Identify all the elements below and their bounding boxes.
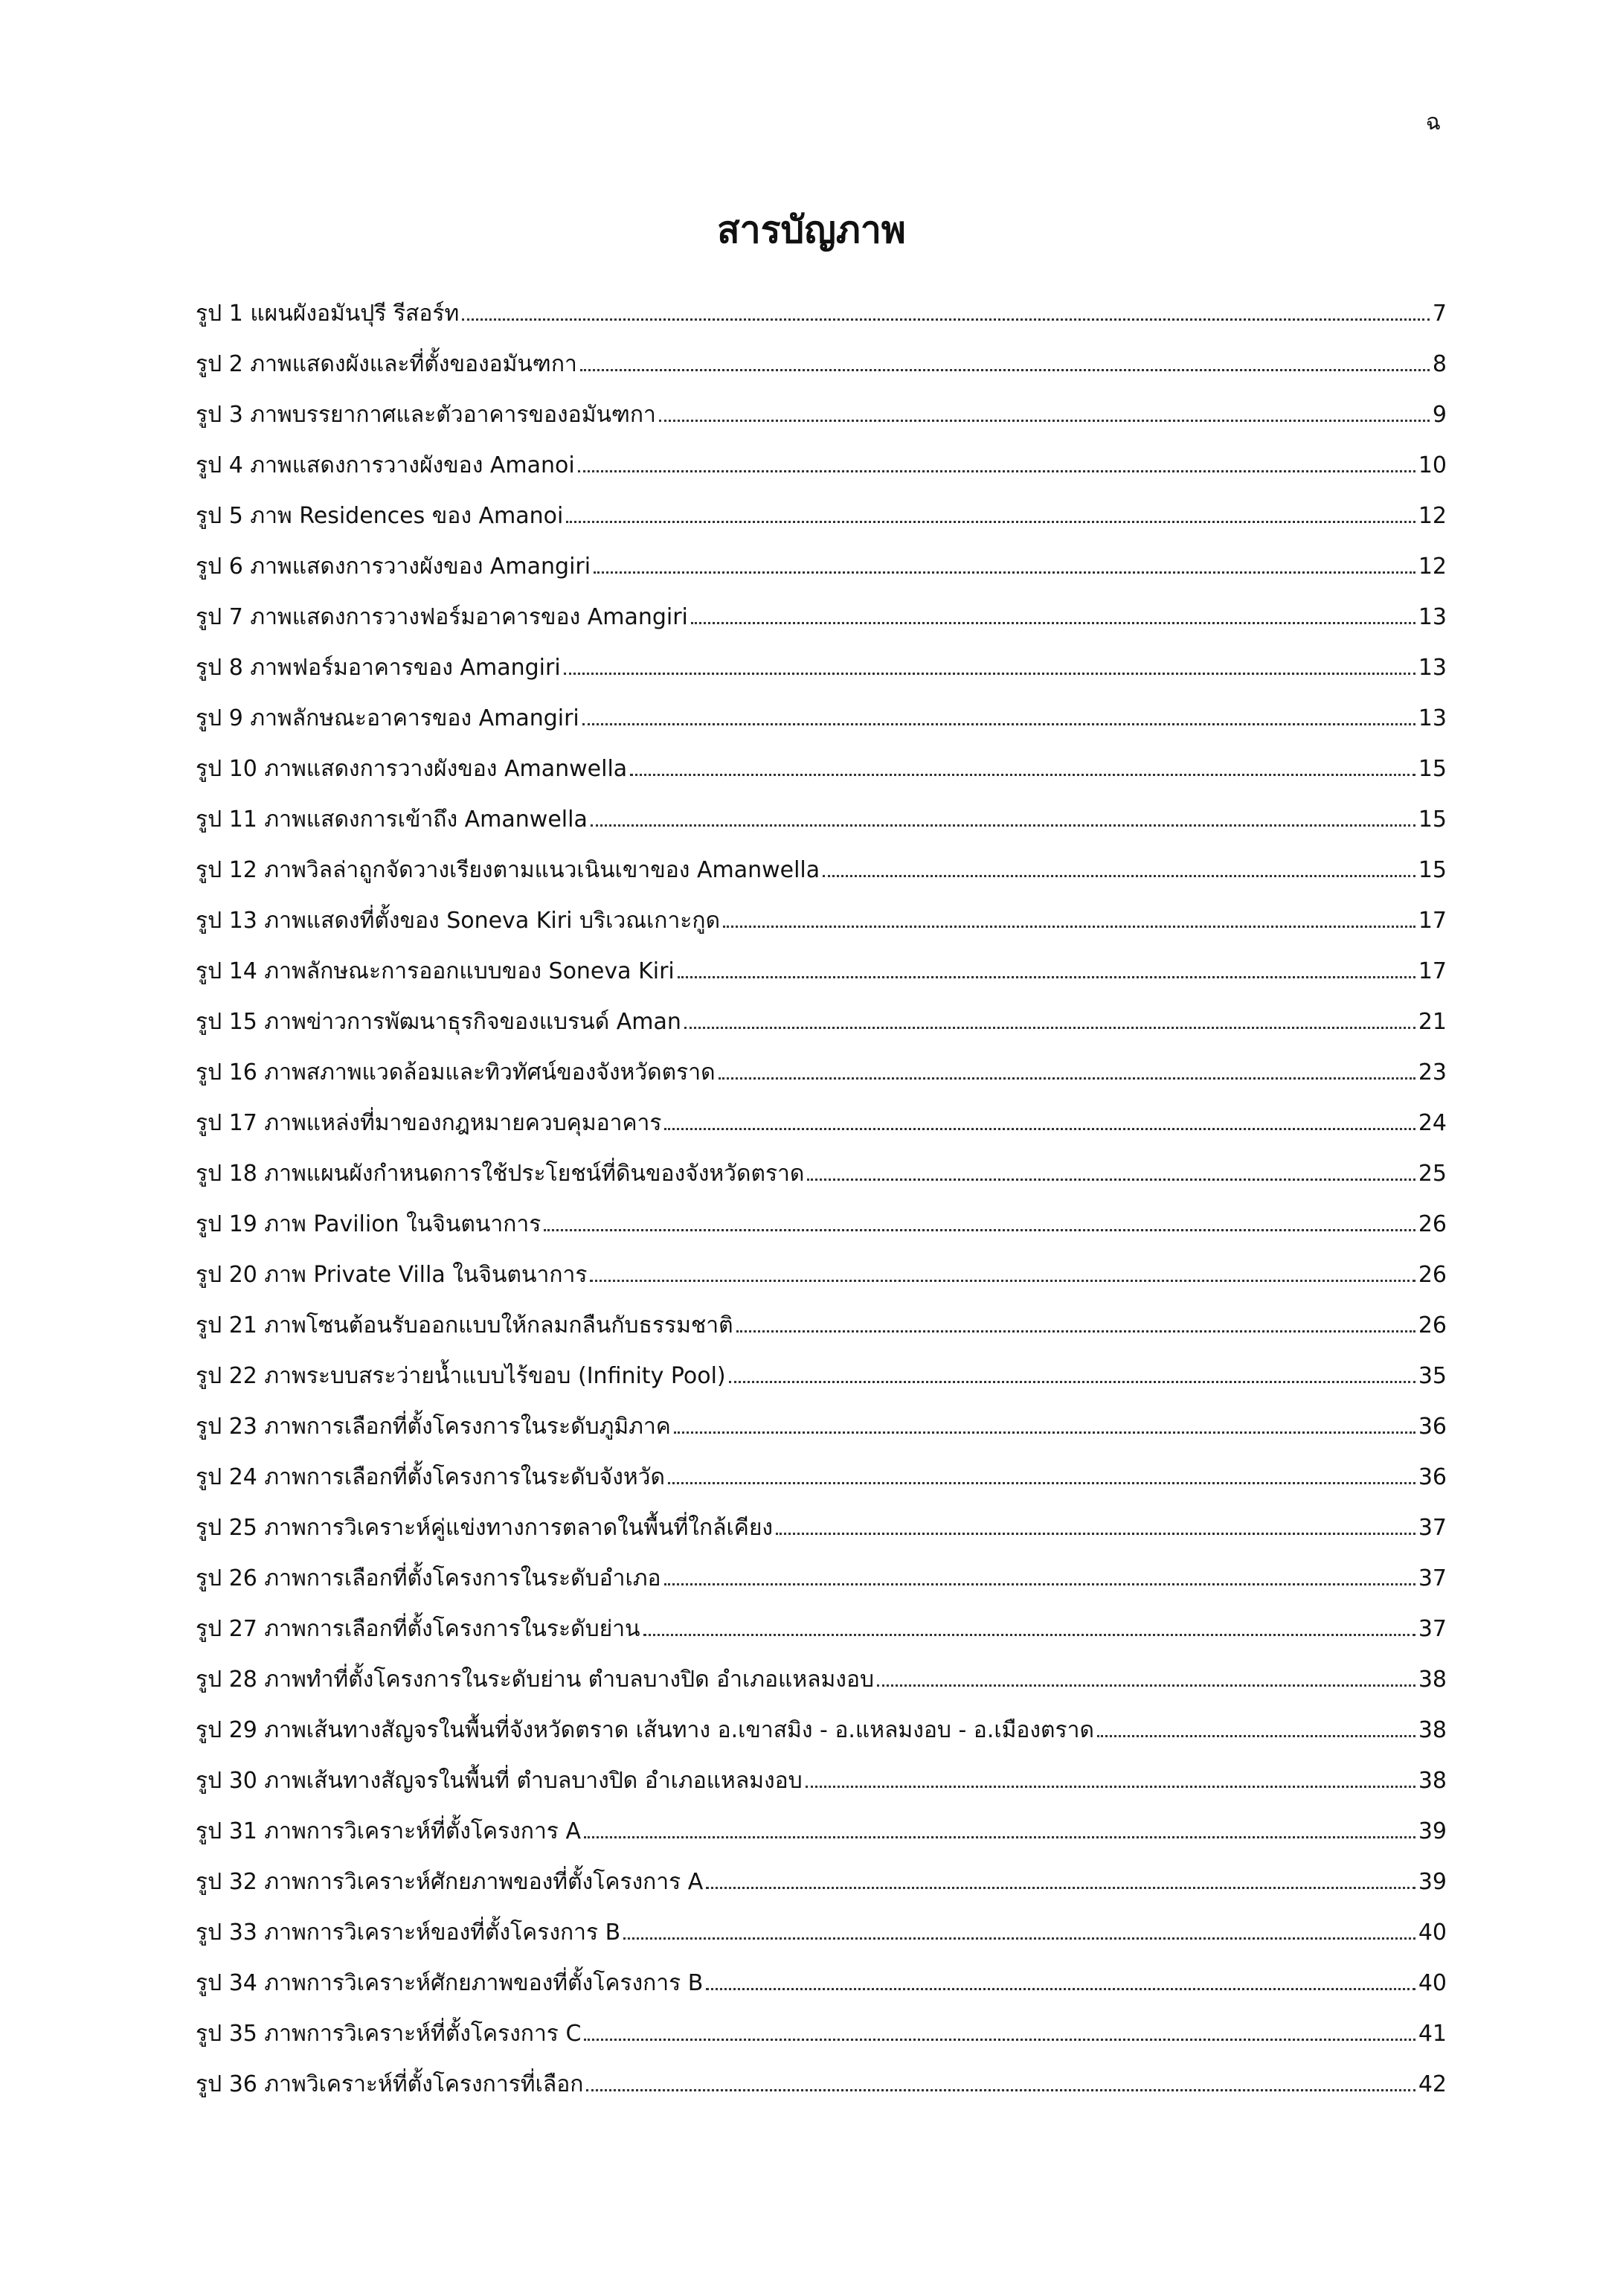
dot-leader: [729, 1381, 1415, 1383]
dot-leader: [823, 875, 1415, 877]
figure-entry-page-number: 17: [1418, 958, 1447, 984]
figure-list-item[interactable]: [196, 1289, 1447, 1339]
figure-entry-page-number: 23: [1418, 1059, 1447, 1086]
figure-entry-label: รูป 34 ภาพการวิเคราะห์ศักยภาพของที่ตั้งโครงการ B: [196, 1970, 704, 1996]
figure-entry-label: รูป 6 ภาพแสดงการวางผังของ Amangiri: [196, 554, 591, 580]
dot-leader: [566, 521, 1415, 523]
figure-entry-label: รูป 7 ภาพแสดงการวางฟอร์มอาคารของ Amangiri: [196, 604, 688, 630]
figure-list-item[interactable]: [196, 1643, 1447, 1693]
figure-entry-page-number: 21: [1418, 1009, 1447, 1035]
dot-leader: [584, 1836, 1415, 1838]
figure-entry-page-number: 24: [1418, 1110, 1447, 1136]
figure-entry-label: รูป 17 ภาพแหล่งที่มาของกฎหมายควบคุมอาคาร: [196, 1110, 662, 1136]
figure-entry-label: รูป 36 ภาพวิเคราะห์ที่ตั้งโครงการที่เลือก: [196, 2071, 584, 2097]
dot-leader: [719, 1077, 1415, 1080]
figure-list-item[interactable]: [196, 1795, 1447, 1845]
figure-entry-page-number: 36: [1418, 1414, 1447, 1440]
dot-leader: [691, 622, 1415, 624]
dot-leader: [659, 420, 1430, 422]
figure-entry-page-number: 13: [1418, 604, 1447, 630]
dot-leader: [582, 723, 1415, 725]
dot-leader: [684, 1027, 1415, 1029]
figure-list-item[interactable]: [196, 580, 1447, 631]
dot-leader: [594, 571, 1415, 574]
dot-leader: [723, 926, 1415, 928]
figure-entry-page-number: 25: [1418, 1161, 1447, 1187]
figure-list-item[interactable]: [196, 1036, 1447, 1086]
figure-entry-label: รูป 27 ภาพการเลือกที่ตั้งโครงการในระดับย่าน: [196, 1616, 640, 1642]
dot-leader: [706, 1988, 1415, 1990]
dot-leader: [643, 1634, 1415, 1636]
figure-entry-label: รูป 29 ภาพเส้นทางสัญจรในพื้นที่จังหวัดตราด เส้นทาง อ.เขาสมิง - อ.แหลมงอบ - อ.เมืองตราด: [196, 1717, 1094, 1743]
figure-entry-page-number: 41: [1418, 2021, 1447, 2047]
figure-list-item[interactable]: [196, 1187, 1447, 1238]
figure-list-item[interactable]: [196, 1390, 1447, 1440]
figure-entry-label: รูป 18 ภาพแผนผังกำหนดการใช้ประโยชน์ที่ดินของจังหวัดตราด: [196, 1161, 805, 1187]
figure-entry-label: รูป 19 ภาพ Pavilion ในจินตนาการ: [196, 1211, 541, 1237]
figure-list-item[interactable]: [196, 682, 1447, 732]
dot-leader: [590, 1280, 1415, 1282]
figure-list-item[interactable]: [196, 429, 1447, 479]
figure-list-item[interactable]: [196, 1693, 1447, 1744]
page-number: ฉ: [1425, 109, 1441, 135]
dot-leader: [806, 1786, 1415, 1788]
figure-entry-page-number: 38: [1418, 1667, 1447, 1693]
figure-list-item[interactable]: [196, 378, 1447, 429]
figure-entry-label: รูป 24 ภาพการเลือกที่ตั้งโครงการในระดับจังหวัด: [196, 1464, 665, 1490]
figure-entry-page-number: 8: [1432, 351, 1447, 377]
figure-list-item[interactable]: [196, 479, 1447, 530]
figure-list-item[interactable]: [196, 1542, 1447, 1592]
dot-leader: [877, 1684, 1415, 1687]
figure-entry-page-number: 15: [1418, 857, 1447, 883]
figure-entry-label: รูป 30 ภาพเส้นทางสัญจรในพื้นที่ ตำบลบางปิด อำเภอแหลมงอบ: [196, 1768, 803, 1794]
figure-entry-label: รูป 9 ภาพลักษณะอาคารของ Amangiri: [196, 705, 579, 731]
figure-entry-label: รูป 2 ภาพแสดงผังและที่ตั้งของอมันฑกา: [196, 351, 577, 377]
figure-list: [196, 277, 1447, 2098]
figure-list-item[interactable]: [196, 1086, 1447, 1137]
figure-entry-page-number: 15: [1418, 807, 1447, 833]
figure-entry-page-number: 7: [1432, 301, 1447, 327]
figure-entry-page-number: 39: [1418, 1818, 1447, 1844]
figure-entry-page-number: 38: [1418, 1768, 1447, 1794]
figure-entry-label: รูป 10 ภาพแสดงการวางผังของ Amanwella: [196, 756, 628, 782]
dot-leader: [578, 470, 1415, 472]
figure-list-item[interactable]: [196, 2048, 1447, 2098]
figure-entry-page-number: 38: [1418, 1717, 1447, 1743]
figure-entry-page-number: 39: [1418, 1869, 1447, 1895]
figure-entry-page-number: 26: [1418, 1262, 1447, 1288]
dot-leader: [630, 774, 1415, 776]
figure-list-item[interactable]: [196, 1440, 1447, 1491]
figure-entry-label: รูป 11 ภาพแสดงการเข้าถึง Amanwella: [196, 807, 588, 833]
page-title: สารบัญภาพ: [717, 208, 906, 251]
figure-entry-page-number: 37: [1418, 1616, 1447, 1642]
figure-list-item[interactable]: [196, 833, 1447, 884]
figure-list-item[interactable]: [196, 884, 1447, 934]
dot-leader: [664, 1128, 1415, 1130]
figure-entry-label: รูป 21 ภาพโซนต้อนรับออกแบบให้กลมกลืนกับธรรมชาติ: [196, 1312, 733, 1338]
figure-list-item[interactable]: [196, 1238, 1447, 1289]
figure-entry-label: รูป 28 ภาพทำที่ตั้งโครงการในระดับย่าน ตำบลบางปิด อำเภอแหลมงอบ: [196, 1667, 875, 1693]
dot-leader: [591, 824, 1415, 827]
dot-leader: [668, 1482, 1415, 1484]
dot-leader: [664, 1583, 1415, 1585]
figure-entry-page-number: 26: [1418, 1312, 1447, 1338]
figure-entry-label: รูป 12 ภาพวิลล่าถูกจัดวางเรียงตามแนวเนินเขาของ Amanwella: [196, 857, 820, 883]
figure-list-item[interactable]: [196, 1845, 1447, 1896]
figure-entry-label: รูป 23 ภาพการเลือกที่ตั้งโครงการในระดับภูมิภาค: [196, 1414, 671, 1440]
figure-entry-label: รูป 32 ภาพการวิเคราะห์ศักยภาพของที่ตั้งโครงการ A: [196, 1869, 704, 1895]
figure-list-item[interactable]: [196, 277, 1447, 327]
figure-entry-label: รูป 4 ภาพแสดงการวางผังของ Amanoi: [196, 452, 575, 478]
figure-entry-page-number: 17: [1418, 908, 1447, 934]
figure-list-item[interactable]: [196, 1339, 1447, 1390]
figure-list-item[interactable]: [196, 732, 1447, 783]
figure-entry-page-number: 37: [1418, 1565, 1447, 1591]
figure-entry-label: รูป 5 ภาพ Residences ของ Amanoi: [196, 503, 564, 529]
figure-entry-page-number: 13: [1418, 705, 1447, 731]
figure-entry-label: รูป 14 ภาพลักษณะการออกแบบของ Soneva Kiri: [196, 958, 675, 984]
figure-entry-page-number: 35: [1418, 1363, 1447, 1389]
dot-leader: [462, 318, 1430, 321]
figure-list-item[interactable]: [196, 327, 1447, 378]
figure-entry-page-number: 12: [1418, 554, 1447, 580]
figure-entry-page-number: 40: [1418, 1970, 1447, 1996]
figure-entry-label: รูป 15 ภาพข่าวการพัฒนาธุรกิจของแบรนด์ Aman: [196, 1009, 681, 1035]
dot-leader: [584, 2039, 1415, 2041]
figure-list-item[interactable]: [196, 1896, 1447, 1946]
figure-entry-page-number: 9: [1432, 402, 1447, 428]
figure-entry-page-number: 42: [1418, 2071, 1447, 2097]
figure-entry-label: รูป 20 ภาพ Private Villa ในจินตนาการ: [196, 1262, 588, 1288]
figure-entry-label: รูป 13 ภาพแสดงที่ตั้งของ Soneva Kiri บริเวณเกาะกูด: [196, 908, 721, 934]
figure-list-item[interactable]: [196, 985, 1447, 1036]
figure-list-item[interactable]: [196, 1946, 1447, 1997]
dot-leader: [564, 673, 1415, 675]
figure-entry-label: รูป 35 ภาพการวิเคราะห์ที่ตั้งโครงการ C: [196, 2021, 582, 2047]
figure-list-item[interactable]: [196, 934, 1447, 985]
dot-leader: [544, 1229, 1415, 1231]
figure-entry-page-number: 37: [1418, 1515, 1447, 1541]
figure-entry-label: รูป 16 ภาพสภาพแวดล้อมและทิวทัศน์ของจังหวัดตราด: [196, 1059, 716, 1086]
figure-entry-page-number: 15: [1418, 756, 1447, 782]
figure-list-item[interactable]: [196, 1592, 1447, 1643]
figure-entry-page-number: 12: [1418, 503, 1447, 529]
figure-entry-label: รูป 8 ภาพฟอร์มอาคารของ Amangiri: [196, 655, 561, 681]
figure-list-item[interactable]: [196, 1137, 1447, 1187]
figure-list-item[interactable]: [196, 1744, 1447, 1795]
figure-entry-label: รูป 1 แผนผังอมันปุรี รีสอร์ท: [196, 301, 460, 327]
figure-entry-label: รูป 22 ภาพระบบสระว่ายน้ำแบบไร้ขอบ (Infinity Pool): [196, 1363, 726, 1389]
figure-entry-page-number: 13: [1418, 655, 1447, 681]
figure-entry-label: รูป 3 ภาพบรรยากาศและตัวอาคารของอมันฑกา: [196, 402, 656, 428]
figure-entry-label: รูป 31 ภาพการวิเคราะห์ที่ตั้งโครงการ A: [196, 1818, 581, 1844]
dot-leader: [776, 1533, 1415, 1535]
figure-entry-page-number: 36: [1418, 1464, 1447, 1490]
dot-leader: [1097, 1735, 1415, 1737]
figure-entry-page-number: 10: [1418, 452, 1447, 478]
figure-list-item[interactable]: [196, 1491, 1447, 1542]
figure-list-item[interactable]: [196, 1997, 1447, 2048]
figure-list-item[interactable]: [196, 783, 1447, 833]
figure-entry-page-number: 40: [1418, 1920, 1447, 1946]
dot-leader: [580, 369, 1430, 371]
figure-list-item[interactable]: [196, 530, 1447, 580]
dot-leader: [807, 1179, 1415, 1181]
dot-leader: [736, 1330, 1415, 1333]
figure-list-item[interactable]: [196, 631, 1447, 682]
figure-entry-label: รูป 26 ภาพการเลือกที่ตั้งโครงการในระดับอำเภอ: [196, 1565, 661, 1591]
dot-leader: [586, 2089, 1415, 2091]
figure-entry-label: รูป 33 ภาพการวิเคราะห์ของที่ตั้งโครงการ B: [196, 1920, 621, 1946]
dot-leader: [623, 1937, 1415, 1940]
figure-entry-label: รูป 25 ภาพการวิเคราะห์คู่แข่งทางการตลาดในพื้นที่ใกล้เคียง: [196, 1515, 774, 1541]
figure-entry-page-number: 26: [1418, 1211, 1447, 1237]
dot-leader: [706, 1887, 1415, 1889]
dot-leader: [678, 976, 1415, 978]
dot-leader: [674, 1431, 1415, 1434]
